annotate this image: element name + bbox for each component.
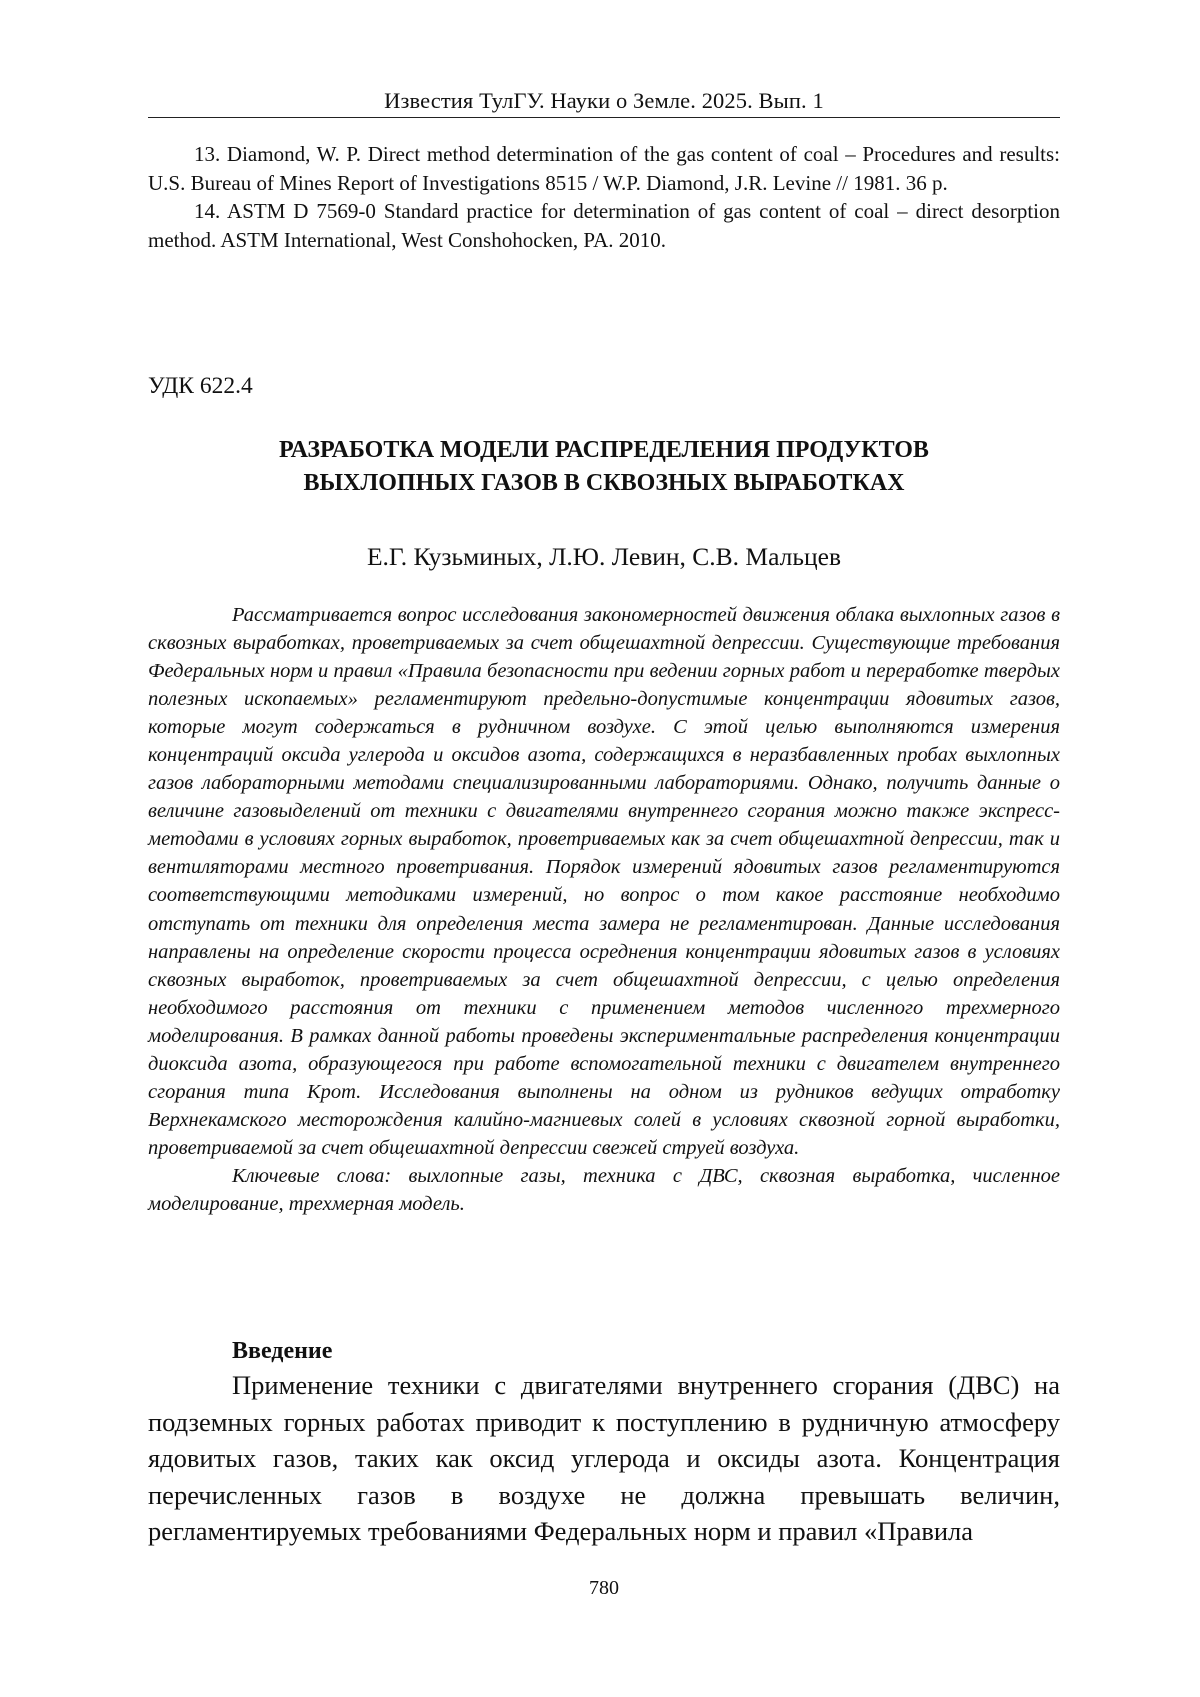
article-title-line-2: ВЫХЛОПНЫХ ГАЗОВ В СКВОЗНЫХ ВЫРАБОТКАХ bbox=[303, 470, 905, 496]
abstract-text: Рассматривается вопрос исследования закономерностей движения облака выхлопных газов в сквозных выработках, проветриваемых за счет общешахтной депрессии. Существующие требования Федеральных норм и правил «Правила безопасности при ведении горных работ и переработке твердых полезных ископаемых» регламентируют предельно-допустимые концентрации ядовитых газов, которые могут содержаться в рудничном воздухе. С этой целью выполняются измерения концентраций оксида углерода и оксидов азота, содержащихся в неразбавленных пробах выхлопных газов лабораторными методами специализированными лабораториями. Однако, получить данные о величине газовыделений от техники с двигателями внутреннего сгорания можно также экспресс-методами в условиях горных выработок, проветриваемых как за счет общешахтной депрессии, так и вентиляторами местного проветривания. Порядок измерений ядовитых газов регламентируются соответствующими методиками измерений, но вопрос о том какое расстояние необходимо отступать от техники для определения места замера не регламентирован. Данные исследования направлены на определение скорости процесса осреднения концентрации ядовитых газов в условиях сквозных выработок, проветриваемых за счет общешахтной депрессии, с целью определения необходимого расстояния от техники с применением методов численного трехмерного моделирования. В рамках данной работы проведены экспериментальные распределения концентрации диоксида азота, образующегося при работе вспомогательной техники с двигателем внутреннего сгорания типа Крот. Исследования выполнены на одном из рудников ведущих отработку Верхнекамского месторождения калийно-магниевых солей в условиях сквозной горной выработки, проветриваемой за счет общешахтной депрессии свежей струей воздуха. bbox=[148, 604, 1060, 1159]
author-list: Е.Г. Кузьминых, Л.Ю. Левин, С.В. Мальцев bbox=[366, 542, 842, 571]
reference-13: 13. Diamond, W. P. Direct method determination of the gas content of coal – Procedures and results: U.S. Bureau of Mines Report of Investigations 8515 / W.P. Diamond, J.R. Levine // 1981. 36 p. bbox=[148, 142, 1060, 195]
introduction-paragraph: Применение техники с двигателями внутреннего сгорания (ДВС) на подземных горных работах приводит к поступлению в рудничную атмосферу ядовитых газов, таких как оксид углерода и оксиды азота. Концентрация перечисленных газов в воздухе не должна превышать величин, регламентируемых требованиями Федеральных норм и правил «Правила bbox=[148, 1370, 1060, 1546]
keywords: Ключевые слова: выхлопные газы, техника с ДВС, сквозная выработка, численное моделирование, трехмерная модель. bbox=[148, 1164, 1060, 1215]
reference-14: 14. ASTM D 7569-0 Standard practice for determination of gas content of coal – direct desorption method. ASTM International, West Conshohocken, PA. 2010. bbox=[148, 199, 1060, 252]
udc-code: УДК 622.4 bbox=[148, 373, 253, 399]
header-divider bbox=[148, 117, 1060, 118]
abstract-block bbox=[148, 601, 1060, 1218]
article-title-line-1: РАЗРАБОТКА МОДЕЛИ РАСПРЕДЕЛЕНИЯ ПРОДУКТОВ bbox=[279, 437, 929, 463]
article-title bbox=[148, 434, 1060, 500]
reference-list bbox=[148, 140, 1060, 254]
running-header: Известия ТулГУ. Науки о Земле. 2025. Вып. 1 bbox=[384, 88, 824, 113]
section-heading-introduction: Введение bbox=[232, 1338, 333, 1364]
page-number: 780 bbox=[589, 1577, 619, 1599]
